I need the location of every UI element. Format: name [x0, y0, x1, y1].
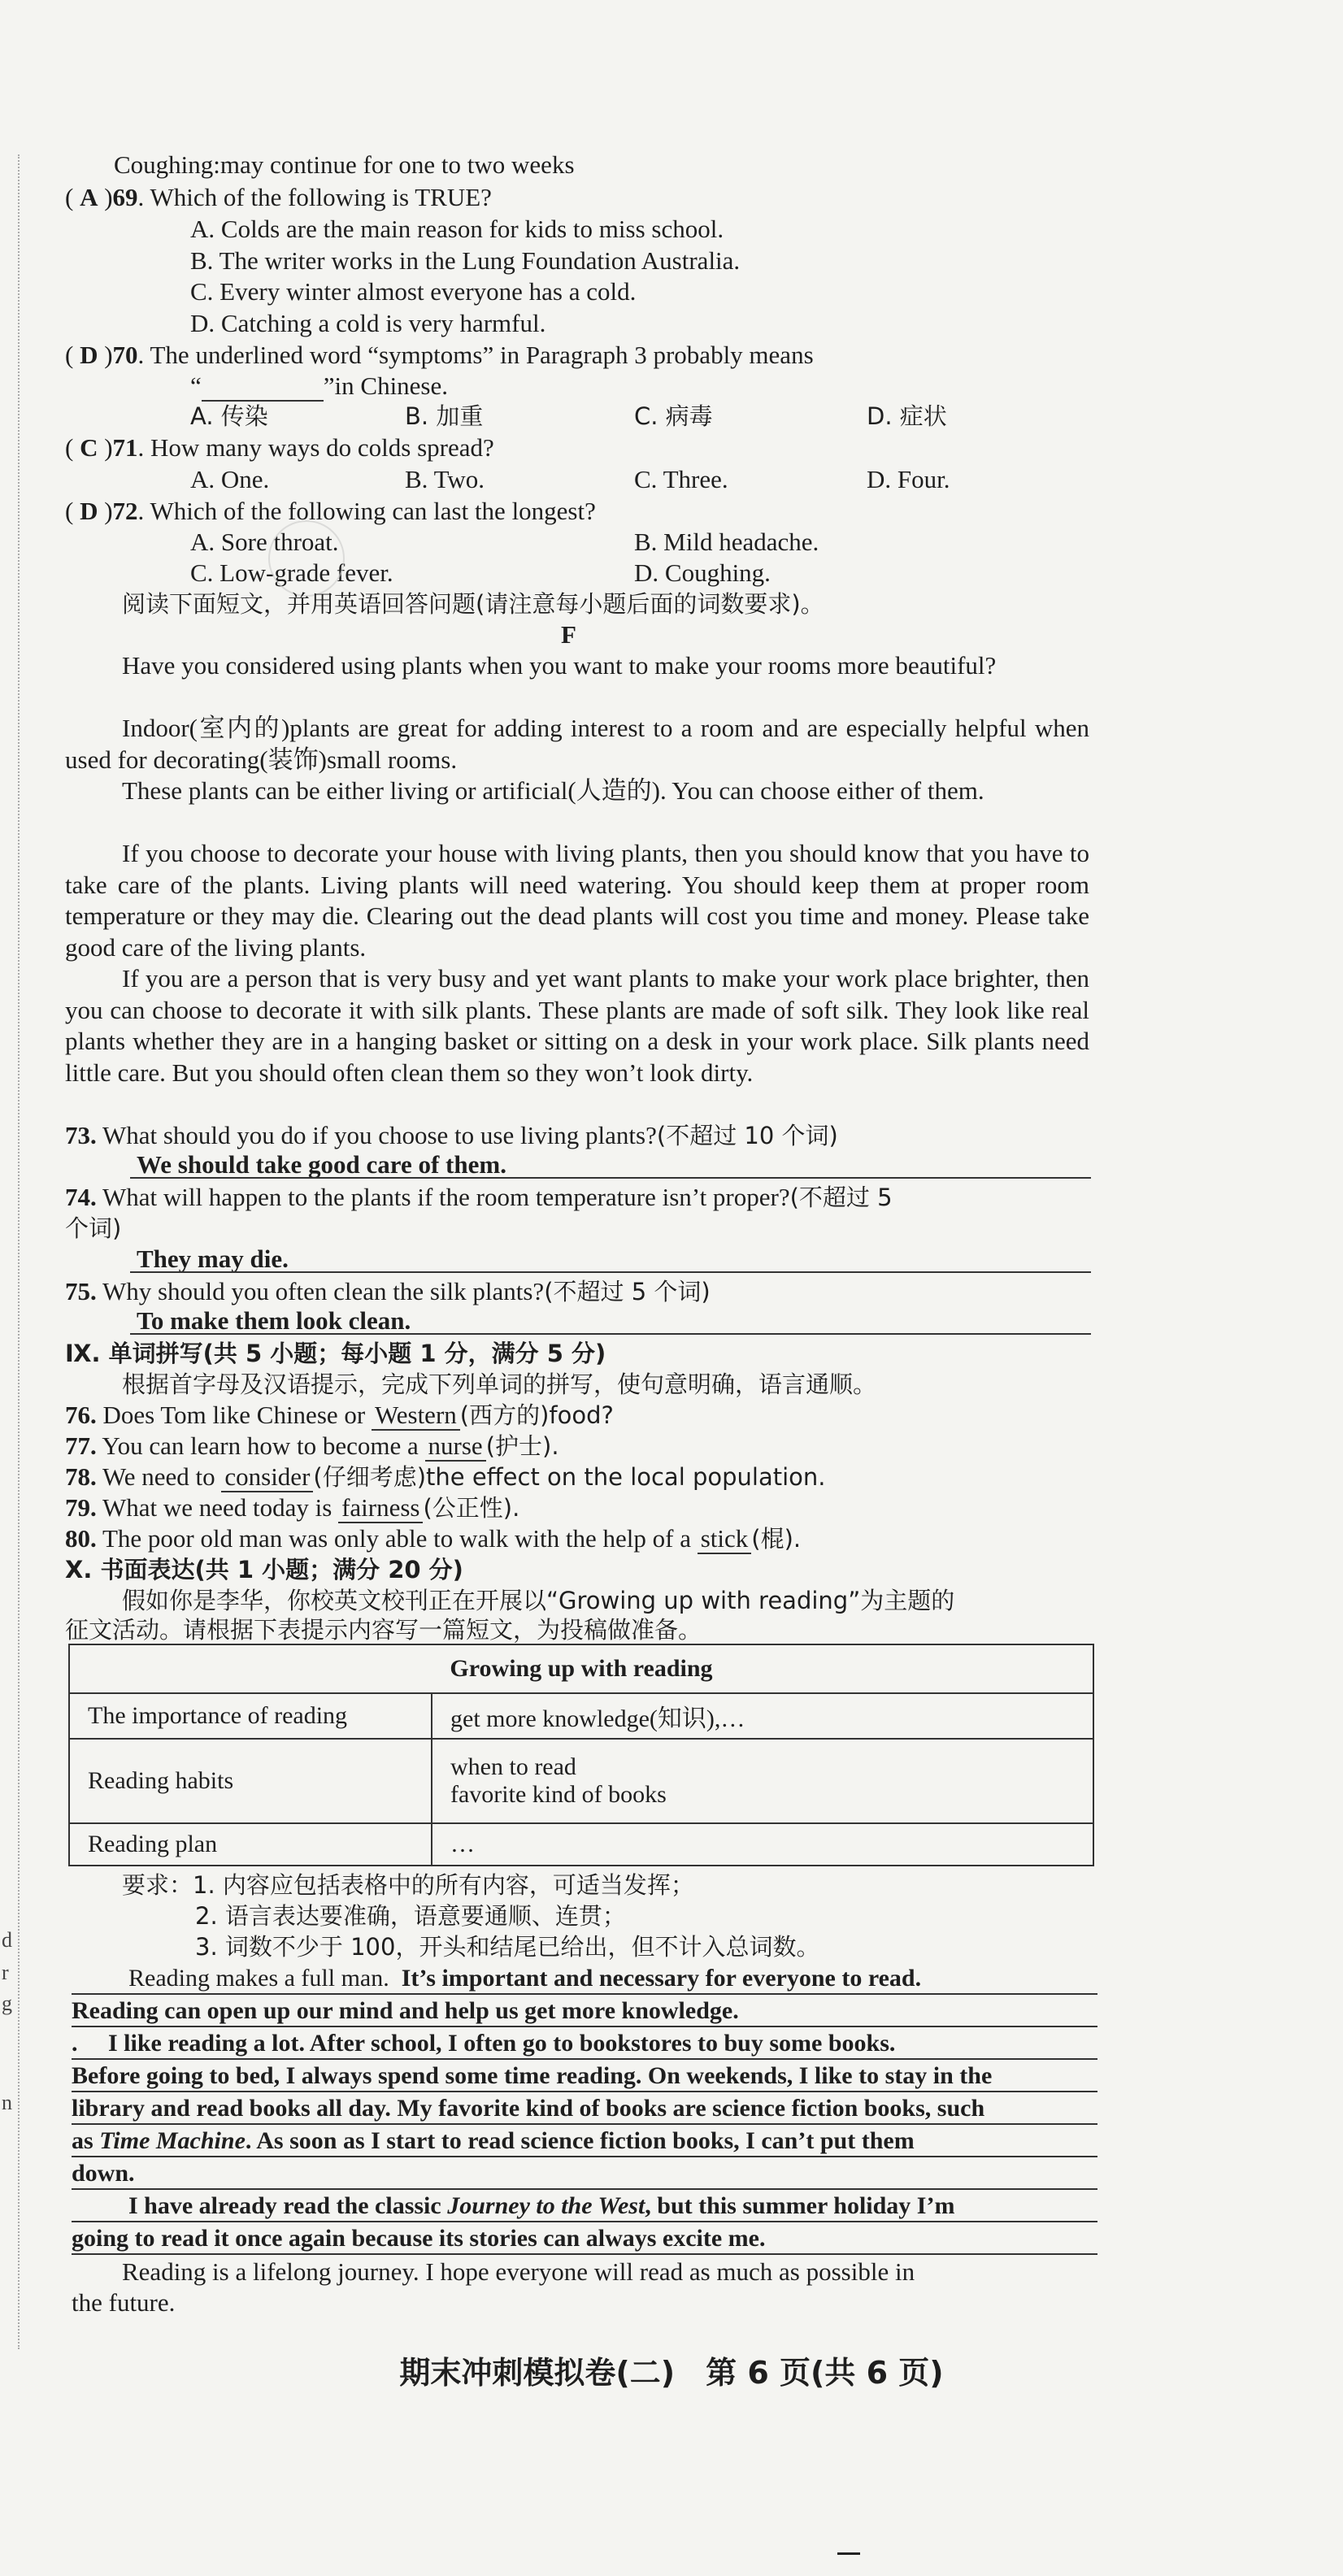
table-row [69, 1823, 1093, 1866]
answer-73: We should take good care of them. [137, 1150, 506, 1179]
essay-line: Reading can open up our mind and help us get more knowledge. [72, 1995, 1097, 2027]
page-footer: 期末冲刺模拟卷(二) 第 6 页(共 6 页) [399, 2355, 944, 2391]
answer-69: A [80, 183, 98, 211]
table-row [69, 1739, 1093, 1823]
question-75: 75. Why should you often clean the silk plants?(不超过 5 个词) [65, 1277, 711, 1305]
answer-70: D [80, 341, 98, 369]
section-9-instruction: 根据首字母及汉语提示，完成下列单词的拼写，使句意明确，语言通顺。 [122, 1371, 877, 1398]
answer-71: C [80, 433, 98, 462]
option: D. Catching a cold is very harmful. [190, 309, 546, 337]
passage-paragraph: Have you considered using plants when you want to make your rooms more beautiful? [122, 651, 997, 680]
passage-paragraph: Indoor(室内的)plants are great for adding interest to a room and are especially helpful when used for decorating(装饰)small rooms. [65, 714, 1089, 774]
essay-line: Reading makes a full man. It’s important and necessary for everyone to read. [72, 1962, 1097, 1995]
answer-line [130, 1333, 1091, 1335]
table-label: Reading plan [69, 1823, 432, 1866]
question-72: ( D )72. Which of the following can last the longest? [65, 497, 596, 525]
table-label: The importance of reading [69, 1693, 432, 1739]
answer-75: To make them look clean. [137, 1306, 411, 1335]
writing-prompt: 假如你是李华，你校英文校刊正在开展以“Growing up with reading”为主题的 [122, 1587, 955, 1614]
answer-line [130, 1177, 1091, 1179]
spelling-item-80: 80. The poor old man was only able to walk with the help of a stick (棍). [65, 1524, 802, 1553]
requirements-2: 2. 语言表达要准确，语意要通顺、连贯； [195, 1902, 626, 1930]
section-10-title: Ⅹ. 书面表达(共 1 小题；满分 20 分) [65, 1556, 463, 1583]
bottom-dash [837, 2552, 860, 2555]
question-71: ( C )71. How many ways do colds spread? [65, 433, 494, 462]
essay-line: I have already read the classic Journey to the West, but this summer holiday I’m [72, 2190, 1097, 2222]
table-label: Reading habits [69, 1739, 432, 1823]
spelling-item-76: 76. Does Tom like Chinese or Western (西方的)food? [65, 1401, 614, 1429]
answer-blank [202, 377, 324, 402]
question-70: ( D )70. The underlined word “symptoms” in Paragraph 3 probably means [65, 341, 814, 369]
option: C. Every winter almost everyone has a cold. [190, 277, 637, 306]
binding-line [18, 154, 20, 2349]
answer-line [130, 1271, 1091, 1273]
section-9-title: Ⅸ. 单词拼写(共 5 小题；每小题 1 分，满分 5 分) [65, 1340, 606, 1367]
option: D. Coughing. [634, 558, 771, 587]
table-cell: when to read favorite kind of books [432, 1739, 1093, 1823]
answer-72: D [80, 497, 98, 525]
essay-closing: Reading is a lifelong journey. I hope everyone will read as much as possible in [122, 2257, 915, 2286]
option: A. One. [190, 465, 270, 493]
essay-answer [72, 1962, 1097, 2255]
outline-table [68, 1644, 1094, 1866]
q68-tail: Coughing:may continue for one to two weeks [114, 150, 575, 179]
essay-line: library and read books all day. My favorite kind of books are science fiction books, such [72, 2092, 1097, 2125]
option: A. Colds are the main reason for kids to miss school. [190, 215, 724, 243]
spelling-item-79: 79. What we need today is fairness (公正性). [65, 1493, 520, 1522]
option: B. Mild headache. [634, 528, 819, 556]
essay-line: as Time Machine. As soon as I start to read science fiction books, I can’t put them [72, 2125, 1097, 2157]
requirements-1: 要求：1. 内容应包括表格中的所有内容，可适当发挥； [122, 1871, 694, 1899]
option: B. Two. [405, 465, 485, 493]
essay-line: Before going to bed, I always spend some time reading. On weekends, I like to stay in the [72, 2060, 1097, 2092]
reading-instruction: 阅读下面短文，并用英语回答问题(请注意每小题后面的词数要求)。 [122, 590, 824, 618]
table-cell: … [432, 1823, 1093, 1866]
option: C. Low-grade fever. [190, 558, 393, 587]
option: D. Four. [867, 465, 950, 493]
margin-letter: n [2, 2091, 12, 2114]
option: A. 传染 [190, 402, 268, 430]
margin-letter: g [2, 1992, 12, 2015]
option: B. The writer works in the Lung Foundation Australia. [190, 246, 741, 275]
option: C. Three. [634, 465, 728, 493]
requirements-3: 3. 词数不少于 100，开头和结尾已给出，但不计入总词数。 [195, 1933, 820, 1961]
answer-74: They may die. [137, 1245, 289, 1273]
essay-line: down. [72, 2157, 1097, 2190]
essay-line: going to read it once again because its stories can always excite me. [72, 2222, 1097, 2255]
margin-letter: r [2, 1961, 9, 1984]
table-title: Growing up with reading [69, 1644, 1093, 1693]
question-69: ( A )69. Which of the following is TRUE? [65, 183, 492, 211]
passage-title: F [561, 620, 576, 649]
passage-paragraph: These plants can be either living or artificial(人造的). You can choose either of them. [122, 776, 984, 805]
left-margin-marks [0, 0, 16, 2576]
question-70-line2: “ ”in Chinese. [190, 371, 449, 400]
option: A. Sore throat. [190, 528, 339, 556]
passage-paragraph: If you choose to decorate your house with living plants, then you should know that you have to take care of the plants. Living plants will need watering. You should keep them at proper room temperature or they may die. Clearing out the dead plants will cost you time and money. Please take good care of the living plants. [65, 839, 1089, 962]
question-73: 73. What should you do if you choose to use living plants?(不超过 10 个词) [65, 1121, 838, 1149]
essay-line: . I like reading a lot. After school, I often go to bookstores to buy some books. [72, 2027, 1097, 2060]
option: B. 加重 [405, 402, 484, 430]
option: C. 病毒 [634, 402, 713, 430]
essay-closing: the future. [72, 2288, 176, 2317]
writing-prompt: 征文活动。请根据下表提示内容写一篇短文，为投稿做准备。 [65, 1616, 702, 1644]
spelling-item-77: 77. You can learn how to become a nurse (护士). [65, 1431, 559, 1460]
question-74: 74. What will happen to the plants if the room temperature isn’t proper?(不超过 5 [65, 1183, 893, 1211]
faint-stamp [268, 520, 345, 597]
question-74-limit: 个词) [65, 1214, 122, 1242]
passage-paragraph: If you are a person that is very busy and yet want plants to make your work place brighter, then you can choose to decorate it with silk plants. These plants are made of soft silk. They look like real plants whether they are in a hanging basket or sitting on a desk in your work place. Silk plants need little care. But you should often clean them so they won’t look dirty. [65, 964, 1089, 1087]
option: D. 症状 [867, 402, 947, 430]
table-cell: get more knowledge(知识),… [432, 1693, 1093, 1739]
spelling-item-78: 78. We need to consider (仔细考虑)the effect on the local population. [65, 1462, 826, 1491]
margin-letter: d [2, 1928, 12, 1952]
table-row [69, 1693, 1093, 1739]
